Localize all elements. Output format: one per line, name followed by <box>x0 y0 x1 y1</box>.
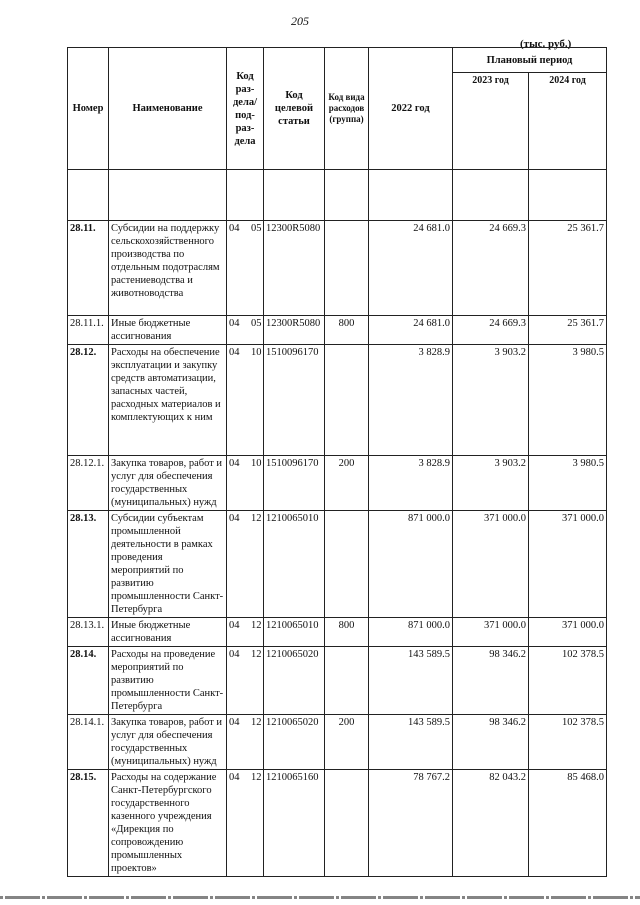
row-section-code <box>227 456 264 511</box>
row-2023: 371 000.0 <box>453 511 529 618</box>
row-2022: 871 000.0 <box>369 511 453 618</box>
row-section-code <box>227 770 264 877</box>
row-expense-code <box>325 221 369 316</box>
row-name: Субсидии на поддержку сельскохозяйственного производства по отдельным подотраслям растениеводства и животноводства <box>109 221 227 316</box>
row-name: Расходы на обеспечение эксплуатации и закупку средств автоматизации, запасных частей, расходных материалов и комплектующих к ним <box>109 345 227 456</box>
table-row <box>68 647 607 715</box>
section-code: 04 <box>229 620 240 631</box>
section-code: 04 <box>229 772 240 783</box>
row-number: 28.13.1. <box>68 618 109 647</box>
row-name: Закупка товаров, работ и услуг для обеспечения государственных (муниципальных) нужд <box>109 715 227 770</box>
header-expense-code: Код вида расходов (группа) <box>325 48 369 170</box>
row-number: 28.12. <box>68 345 109 456</box>
row-target-code: 12300R5080 <box>264 221 325 316</box>
row-target-code: 1510096170 <box>264 345 325 456</box>
table-row <box>68 511 607 618</box>
row-2023: 24 669.3 <box>453 316 529 345</box>
row-target-code: 1510096170 <box>264 456 325 511</box>
row-number: 28.11.1. <box>68 316 109 345</box>
row-2022: 143 589.5 <box>369 715 453 770</box>
header-2024: 2024 год <box>529 73 607 170</box>
row-section-code <box>227 715 264 770</box>
subsection-code: 12 <box>251 513 262 524</box>
table-row <box>68 770 607 877</box>
subsection-code: 05 <box>251 318 262 329</box>
subsection-code: 12 <box>251 717 262 728</box>
header-number: Номер <box>68 48 109 170</box>
header-planned-period: Плановый период <box>453 48 607 73</box>
row-2024: 102 378.5 <box>529 647 607 715</box>
row-name: Иные бюджетные ассигнования <box>109 618 227 647</box>
table-row <box>68 345 607 456</box>
header-target-code: Код целевой статьи <box>264 48 325 170</box>
row-2022: 78 767.2 <box>369 770 453 877</box>
row-target-code: 1210065010 <box>264 618 325 647</box>
row-section-code <box>227 221 264 316</box>
row-target-code: 1210065010 <box>264 511 325 618</box>
row-2022: 24 681.0 <box>369 316 453 345</box>
row-section-code <box>227 345 264 456</box>
section-code: 04 <box>229 458 240 469</box>
row-2023: 98 346.2 <box>453 715 529 770</box>
row-target-code: 1210065160 <box>264 770 325 877</box>
row-2022: 143 589.5 <box>369 647 453 715</box>
row-2024: 371 000.0 <box>529 511 607 618</box>
row-expense-code: 800 <box>325 316 369 345</box>
section-code: 04 <box>229 649 240 660</box>
subsection-code: 05 <box>251 223 262 234</box>
row-2023: 24 669.3 <box>453 221 529 316</box>
row-2022: 24 681.0 <box>369 221 453 316</box>
table-row <box>68 221 607 316</box>
row-expense-code <box>325 345 369 456</box>
row-number: 28.14.1. <box>68 715 109 770</box>
row-number: 28.14. <box>68 647 109 715</box>
row-2023: 371 000.0 <box>453 618 529 647</box>
row-2023: 82 043.2 <box>453 770 529 877</box>
row-name: Расходы на содержание Санкт-Петербургского государственного казенного учреждения «Дирекция по сопровождению промышленных проектов» <box>109 770 227 877</box>
row-section-code <box>227 316 264 345</box>
subsection-code: 12 <box>251 620 262 631</box>
row-name: Закупка товаров, работ и услуг для обеспечения государственных (муниципальных) нужд <box>109 456 227 511</box>
row-2024: 3 980.5 <box>529 456 607 511</box>
section-code: 04 <box>229 318 240 329</box>
row-2023: 3 903.2 <box>453 456 529 511</box>
table-row <box>68 618 607 647</box>
row-expense-code <box>325 647 369 715</box>
row-2024: 371 000.0 <box>529 618 607 647</box>
row-2024: 25 361.7 <box>529 316 607 345</box>
table-row <box>68 316 607 345</box>
row-2023: 3 903.2 <box>453 345 529 456</box>
row-number: 28.12.1. <box>68 456 109 511</box>
scan-edge-line <box>0 896 640 899</box>
row-expense-code <box>325 511 369 618</box>
row-expense-code: 200 <box>325 715 369 770</box>
page-number: 205 <box>291 14 309 28</box>
row-target-code: 12300R5080 <box>264 316 325 345</box>
row-2023: 98 346.2 <box>453 647 529 715</box>
subsection-code: 12 <box>251 772 262 783</box>
subsection-code: 10 <box>251 347 262 358</box>
row-number: 28.11. <box>68 221 109 316</box>
subsection-code: 12 <box>251 649 262 660</box>
row-expense-code <box>325 770 369 877</box>
section-code: 04 <box>229 347 240 358</box>
section-code: 04 <box>229 513 240 524</box>
row-expense-code: 200 <box>325 456 369 511</box>
row-2022: 3 828.9 <box>369 345 453 456</box>
row-target-code: 1210065020 <box>264 647 325 715</box>
row-section-code <box>227 647 264 715</box>
row-name: Субсидии субъектам промышленной деятельности в рамках проведения мероприятий по развитию промышленности Санкт-Петербурга <box>109 511 227 618</box>
row-2022: 3 828.9 <box>369 456 453 511</box>
row-2022: 871 000.0 <box>369 618 453 647</box>
row-2024: 85 468.0 <box>529 770 607 877</box>
units-label: (тыс. руб.) <box>520 38 572 50</box>
section-code: 04 <box>229 717 240 728</box>
header-section-code: Код раз-дела/ под-раз-дела <box>227 48 264 170</box>
row-2024: 102 378.5 <box>529 715 607 770</box>
row-expense-code: 800 <box>325 618 369 647</box>
row-2024: 25 361.7 <box>529 221 607 316</box>
table-row <box>68 715 607 770</box>
row-2024: 3 980.5 <box>529 345 607 456</box>
section-code: 04 <box>229 223 240 234</box>
header-2022: 2022 год <box>369 48 453 170</box>
header-2023: 2023 год <box>453 73 529 170</box>
row-name: Расходы на проведение мероприятий по развитию промышленности Санкт-Петербурга <box>109 647 227 715</box>
row-name: Иные бюджетные ассигнования <box>109 316 227 345</box>
header-name: Наименование <box>109 48 227 170</box>
row-target-code: 1210065020 <box>264 715 325 770</box>
row-number: 28.15. <box>68 770 109 877</box>
row-section-code <box>227 618 264 647</box>
row-section-code <box>227 511 264 618</box>
row-number: 28.13. <box>68 511 109 618</box>
table-row <box>68 456 607 511</box>
budget-table <box>67 47 607 877</box>
subsection-code: 10 <box>251 458 262 469</box>
